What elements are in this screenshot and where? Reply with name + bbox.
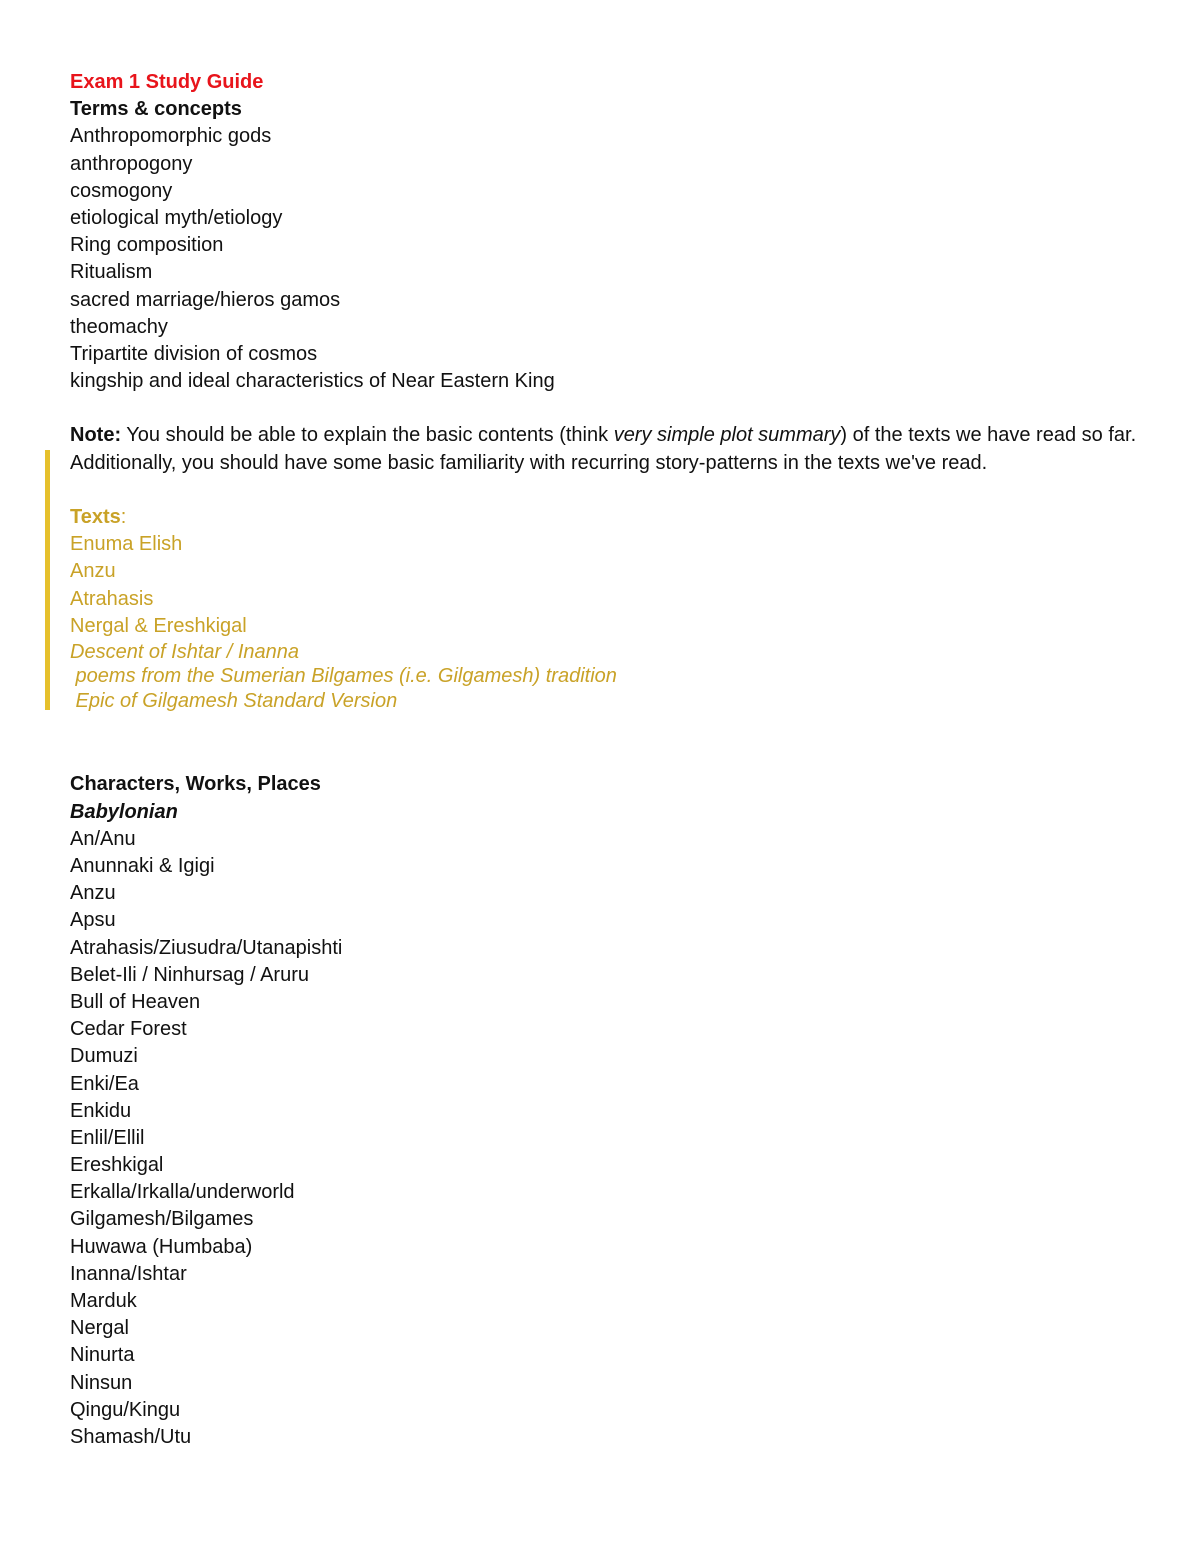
list-item: Belet-Ili / Ninhursag / Aruru	[70, 963, 309, 986]
list-item: Anthropomorphic gods	[70, 125, 272, 148]
list-item: Nergal	[70, 1317, 129, 1340]
list-item: kingship and ideal characteristics of Near Eastern King	[70, 370, 555, 393]
text-item: Descent of Ishtar / Inanna	[70, 640, 300, 663]
list-item: Ninsun	[70, 1371, 133, 1394]
characters-heading: Characters, Works, Places	[70, 773, 321, 796]
list-item: anthropogony	[70, 152, 193, 175]
list-item: Gilgamesh/Bilgames	[70, 1208, 254, 1231]
text-item: Enuma Elish	[70, 533, 183, 556]
text-item: poems from the Sumerian Bilgames (i.e. Gilgamesh) tradition	[70, 665, 617, 688]
accent-bar	[45, 450, 50, 710]
list-item: cosmogony	[70, 179, 173, 202]
note-label: Note:	[70, 424, 122, 447]
list-item: Anzu	[70, 882, 116, 905]
list-item: Ritualism	[70, 261, 153, 284]
texts-label: Texts	[70, 506, 121, 529]
note-text-before: You should be able to explain the basic contents (think	[121, 424, 614, 447]
list-item: sacred marriage/hieros gamos	[70, 288, 341, 311]
note-emphasis: very simple plot summary	[613, 424, 841, 447]
text-item: Anzu	[70, 560, 116, 583]
list-item: Enkidu	[70, 1099, 132, 1122]
texts-heading	[70, 504, 1140, 531]
list-item: Apsu	[70, 909, 116, 932]
list-item: Ninurta	[70, 1344, 135, 1367]
terms-heading: Terms & concepts	[70, 98, 242, 121]
list-item: Qingu/Kingu	[70, 1398, 181, 1421]
list-item: etiological myth/etiology	[70, 206, 283, 229]
texts-section	[70, 504, 1140, 713]
list-item: Atrahasis/Ziusudra/Utanapishti	[70, 936, 343, 959]
text-item: Epic of Gilgamesh Standard Version	[70, 689, 398, 712]
list-item: Tripartite division of cosmos	[70, 342, 318, 365]
list-item: theomachy	[70, 315, 168, 338]
list-item: Enki/Ea	[70, 1072, 139, 1095]
page-title: Exam 1 Study Guide	[70, 71, 264, 93]
list-item: Huwawa (Humbaba)	[70, 1235, 253, 1258]
list-item: Cedar Forest	[70, 1018, 187, 1041]
list-item: Marduk	[70, 1290, 137, 1313]
text-item: Nergal & Ereshkigal	[70, 614, 247, 637]
list-item: Dumuzi	[70, 1045, 138, 1068]
list-item: Ring composition	[70, 234, 224, 257]
note-paragraph	[70, 422, 1140, 476]
note-text-after: ) of the texts we have read so far. Additionally, you should have some basic familiarity with recurring story-patterns in the texts we've read.	[70, 424, 1137, 474]
list-item: Shamash/Utu	[70, 1425, 192, 1448]
list-item: Bull of Heaven	[70, 990, 201, 1013]
list-item: Inanna/Ishtar	[70, 1262, 187, 1285]
texts-colon: :	[120, 506, 127, 529]
characters-subheading: Babylonian	[70, 800, 178, 823]
list-item: An/Anu	[70, 827, 136, 850]
text-item: Atrahasis	[70, 587, 154, 610]
list-item: Anunnaki & Igigi	[70, 855, 215, 878]
characters-list	[70, 826, 1140, 1451]
list-item: Enlil/Ellil	[70, 1126, 145, 1149]
list-item: Erkalla/Irkalla/underworld	[70, 1181, 295, 1204]
terms-list	[70, 123, 1140, 395]
study-guide-page	[70, 69, 1140, 1451]
list-item: Ereshkigal	[70, 1154, 164, 1177]
